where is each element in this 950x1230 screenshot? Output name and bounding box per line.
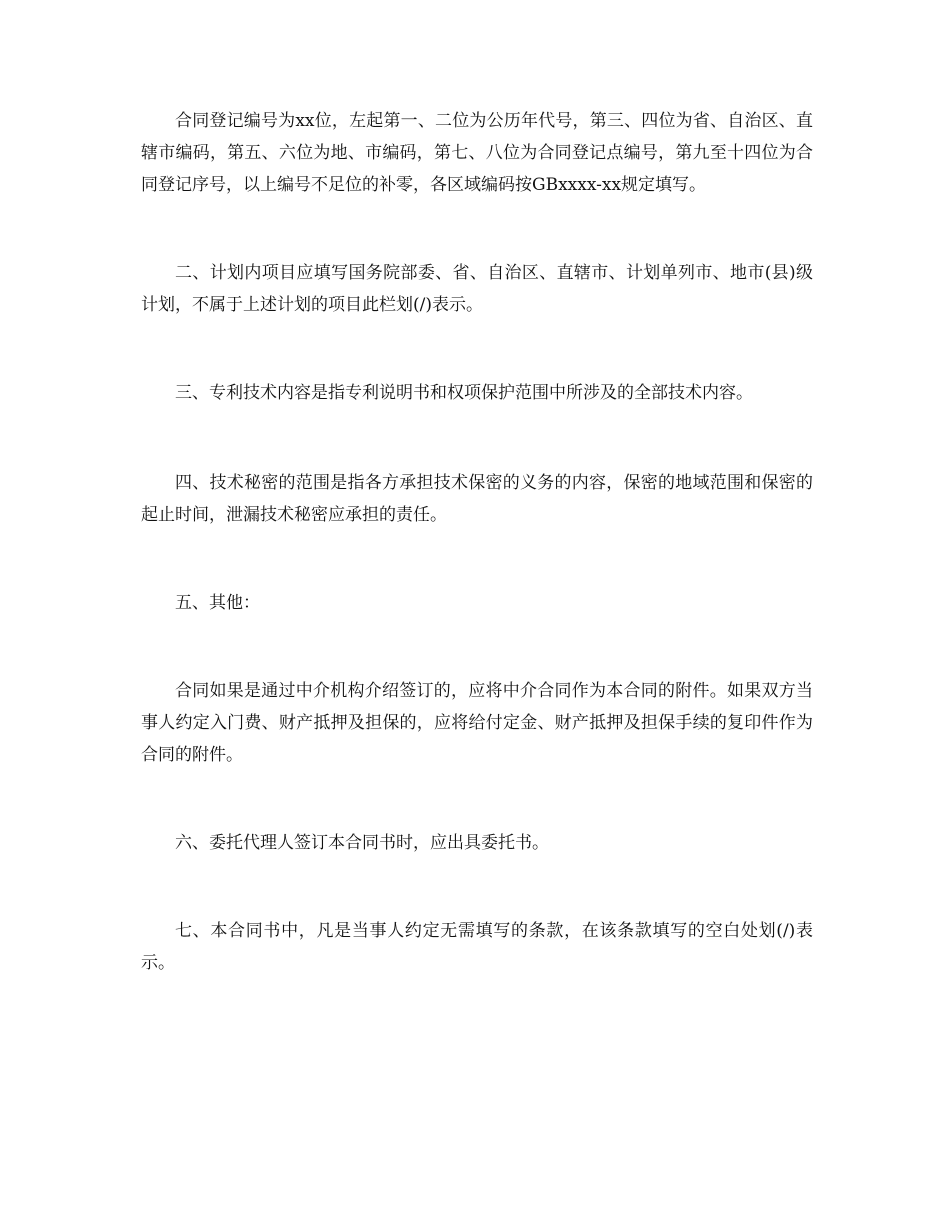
paragraph-item-three-patent: 三、专利技术内容是指专利说明书和权项保护范围中所涉及的全部技术内容。	[175, 383, 753, 403]
paragraph-item-six-agent: 六、委托代理人签订本合同书时，应出具委托书。	[175, 833, 549, 853]
paragraph-item-seven-blank: 七、本合同书中，凡是当事人约定无需填写的条款，在该条款填写的空白处划(/)表示。	[141, 921, 813, 973]
paragraph-registration-number: 合同登记编号为xx位，左起第一、二位为公历年代号，第三、四位为省、自治区、直辖市编码，第五、六位为地、市编码，第七、八位为合同登记点编号，第九至十四位为合同登记序号，以上编号不足位的补零，各区域编码按GBxxxx-xx规定填写。	[141, 111, 813, 195]
paragraph-item-four-secret: 四、技术秘密的范围是指各方承担技术保密的义务的内容，保密的地域范围和保密的起止时间，泄漏技术秘密应承担的责任。	[141, 473, 813, 525]
document-body	[141, 105, 813, 979]
paragraph-item-two-plan: 二、计划内项目应填写国务院部委、省、自治区、直辖市、计划单列市、地市(县)级计划，不属于上述计划的项目此栏划(/)表示。	[141, 263, 813, 315]
paragraph-intermediary: 合同如果是通过中介机构介绍签订的，应将中介合同作为本合同的附件。如果双方当事人约定入门费、财产抵押及担保的，应将给付定金、财产抵押及担保手续的复印件作为合同的附件。	[141, 681, 813, 765]
paragraph-item-five-other: 五、其他：	[175, 593, 260, 613]
